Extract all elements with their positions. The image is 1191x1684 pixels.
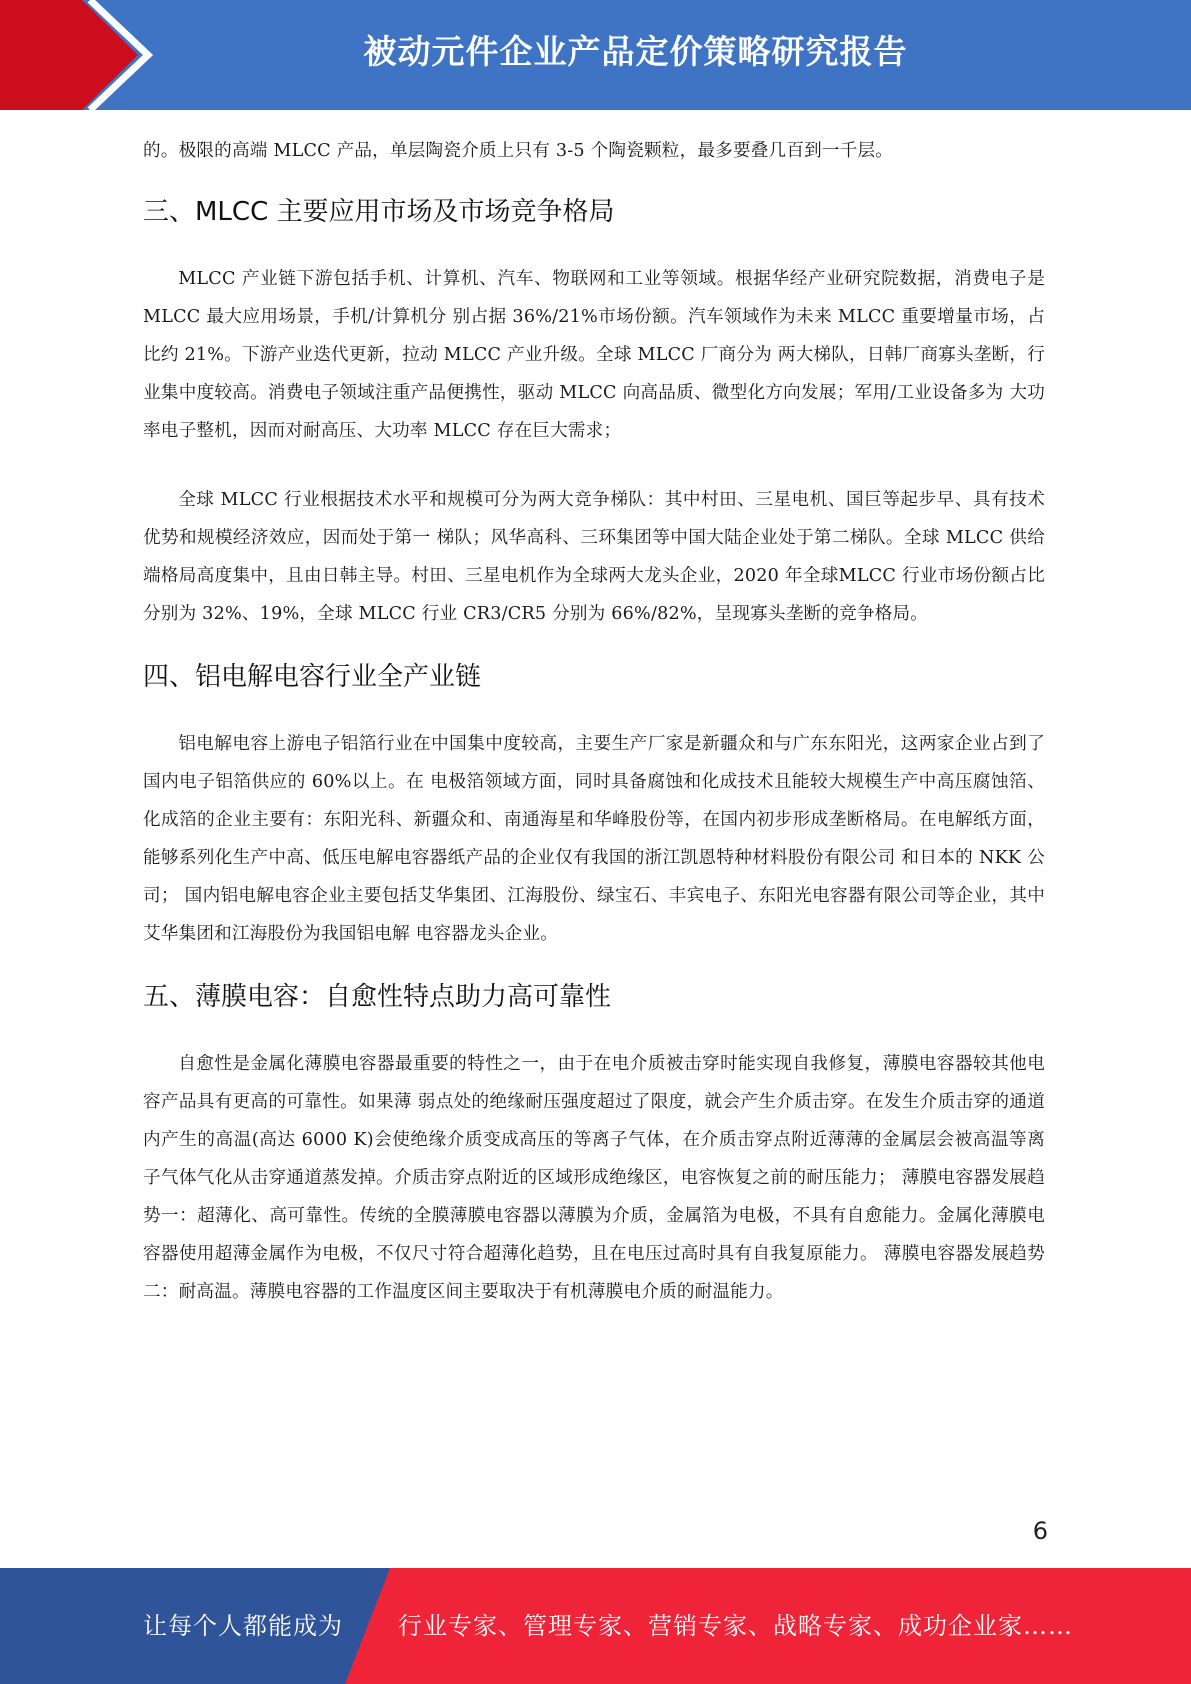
footer-slogan-left: 让每个人都能成为 xyxy=(143,1612,343,1640)
section-heading-5: 五、薄膜电容：自愈性特点助力高可靠性 xyxy=(143,982,612,1012)
page-footer xyxy=(0,1568,1191,1684)
section-heading-3: 三、MLCC 主要应用市场及市场竞争格局 xyxy=(143,197,615,227)
section-heading-4: 四、铝电解电容行业全产业链 xyxy=(143,662,482,692)
paragraph-film-capacitor: 自愈性是金属化薄膜电容器最重要的特性之一，由于在电介质被击穿时能实现自我修复，薄膜电容器较其他电容产品具有更高的可靠性。如果薄 弱点处的绝缘耐压强度超过了限度，就会产生介质击穿。在发生介质击穿的通道内产生的高温(高达 6000 K)会使绝缘介质变成高压的等离子气体，在介质击穿点附近薄薄的金属层会被高温等离子气体气化从击穿通道蒸发掉。介质击穿点附近的区域形成绝缘区，电容恢复之前的耐压能力； 薄膜电容器发展趋势一：超薄化、高可靠性。传统的全膜薄膜电容器以薄膜为介质，金属箔为电极，不具有自愈能力。金属化薄膜电容器使用超薄金属作为电极，不仅尺寸符合超薄化趋势，且在电压过高时具有自我复原能力。 薄膜电容器发展趋势二：耐高温。薄膜电容器的工作温度区间主要取决于有机薄膜电介质的耐温能力。 xyxy=(143,1054,1045,1302)
paragraph-aluminum-capacitor: 铝电解电容上游电子铝箔行业在中国集中度较高，主要生产厂家是新疆众和与广东东阳光，这两家企业占到了国内电子铝箔供应的 60%以上。在 电极箔领域方面，同时具备腐蚀和化成技术且能较大规模生产中高压腐蚀箔、化成箔的企业主要有：东阳光科、新疆众和、南通海星和华峰股份等，在国内初步形成垄断格局。在电解纸方面，能够系列化生产中高、低压电解电容器纸产品的企业仅有我国的浙江凯恩特种材料股份有限公司 和日本的 NKK 公司； 国内铝电解电容企业主要包括艾华集团、江海股份、绿宝石、丰宾电子、东阳光电容器有限公司等企业，其中艾华集团和江海股份为我国铝电解 电容器龙头企业。 xyxy=(143,734,1045,944)
paragraph-continuation: 的。极限的高端 MLCC 产品，单层陶瓷介质上只有 3-5 个陶瓷颗粒，最多要叠几百到一千层。 xyxy=(143,141,894,161)
report-title: 被动元件企业产品定价策略研究报告 xyxy=(363,32,908,71)
page-number: 6 xyxy=(1032,1517,1048,1545)
paragraph-mlcc-market: MLCC 产业链下游包括手机、计算机、汽车、物联网和工业等领域。根据华经产业研究院数据，消费电子是 MLCC 最大应用场景，手机/计算机分 别占据 36%/21%市场份额。汽车领域作为未来 MLCC 重要增量市场，占比约 21%。下游产业迭代更新，拉动 MLCC 产业升级。全球 MLCC 厂商分为 两大梯队，日韩厂商寡头垄断，行业集中度较高。消费电子领域注重产品便携性，驱动 MLCC 向高品质、微型化方向发展；军用/工业设备多为 大功率电子整机，因而对耐高压、大功率 MLCC 存在巨大需求； xyxy=(143,269,1045,441)
footer-slogan-right: 行业专家、管理专家、营销专家、战略专家、成功企业家…… xyxy=(398,1612,1073,1640)
paragraph-mlcc-competition: 全球 MLCC 行业根据技术水平和规模可分为两大竞争梯队：其中村田、三星电机、国巨等起步早、具有技术优势和规模经济效应，因而处于第一 梯队；风华高科、三环集团等中国大陆企业处于第二梯队。全球 MLCC 供给端格局高度集中，且由日韩主导。村田、三星电机作为全球两大龙头企业，2020 年全球MLCC 行业市场份额占比分别为 32%、19%，全球 MLCC 行业 CR3/CR5 分别为 66%/82%，呈现寡头垄断的竞争格局。 xyxy=(143,490,1045,624)
page-content xyxy=(143,132,1045,1311)
page-header xyxy=(0,0,1191,110)
